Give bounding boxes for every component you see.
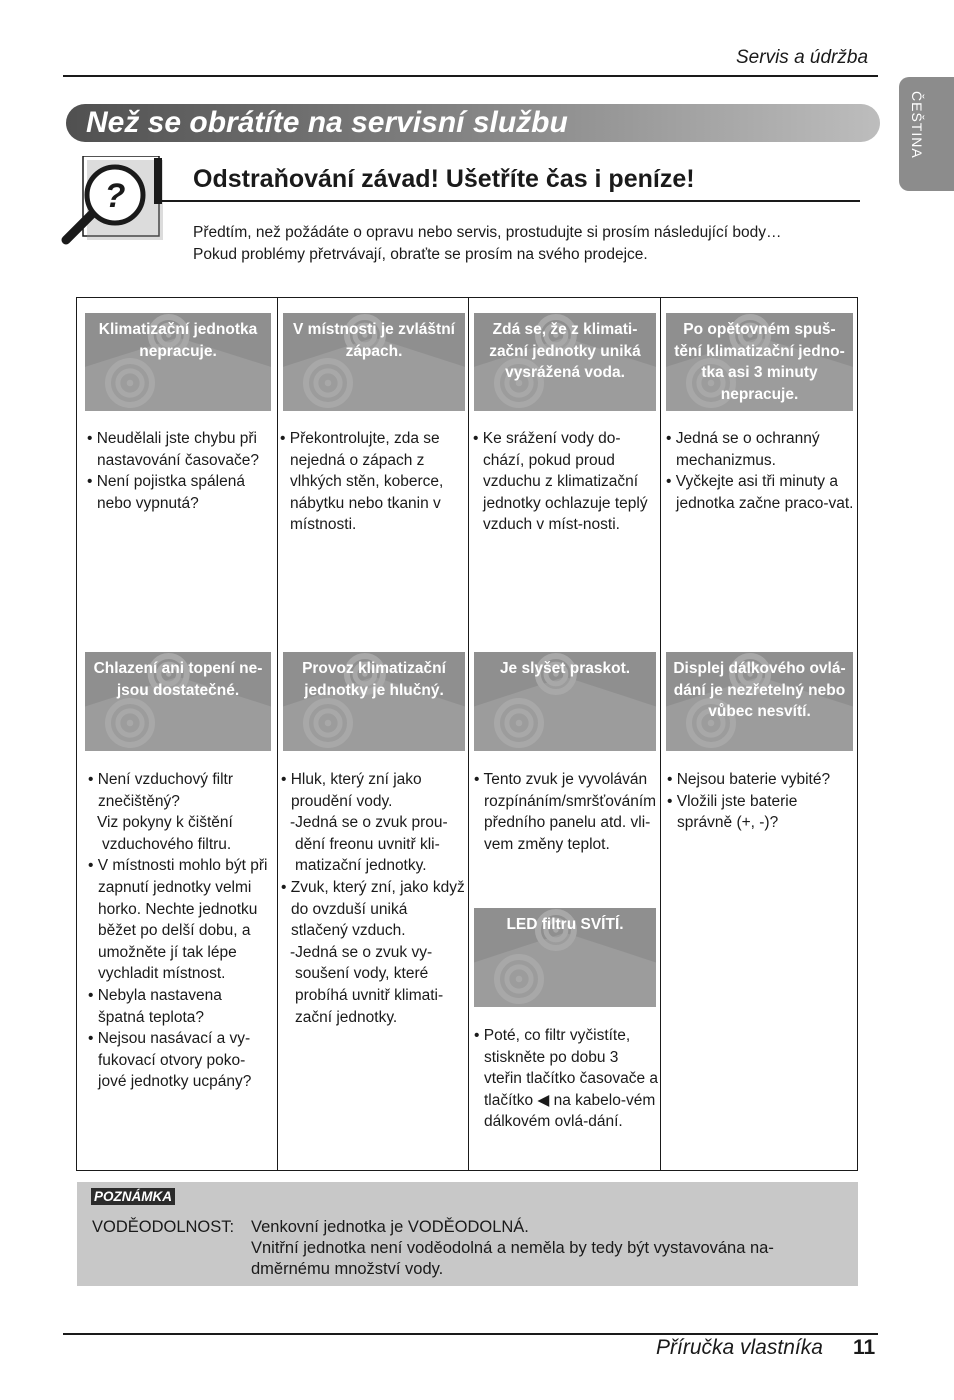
answer-item: • Hluk, který zní jako proudění vody. (281, 771, 422, 810)
note-line-2: Vnitřní jednotka není voděodolná a neměla by tedy být vystavována na- (251, 1239, 774, 1257)
problem-box (666, 652, 853, 751)
problem-answer (474, 1025, 660, 1133)
answer-item: • Vyčkejte asi tři minuty a jednotka začne praco-vat. (666, 473, 854, 512)
answer-item: • Poté, co filtr vyčistíte, stiskněte po dobu 3 vteřin tlačítko časovače a tlačítko ◀ na kabelo-vém dálkovém ovlá-dání. (474, 1027, 659, 1131)
answer-item: • Vložili jste baterie správně (+, -)? (667, 792, 798, 832)
intro-text (193, 222, 781, 266)
problem-title (474, 914, 656, 936)
problem-box (474, 908, 656, 1007)
problem-title-line: jsou dostatečné. (116, 681, 240, 699)
bottom-rule (63, 1333, 878, 1335)
answer-item: • Překontrolujte, zda se nejedná o zápach z vlhkých stěn, koberce, nábytku nebo tkanin v místnosti. (280, 430, 444, 534)
problem-box (474, 313, 656, 411)
problem-box (283, 652, 465, 751)
answer-item: • V místnosti mohlo být při zapnutí jednotky velmi horko. Nechte jednotku běžet po delší dobu, a umožněte jí tak lépe vychladit místnost. (88, 857, 268, 983)
answer-item: -Jedná se o zvuk prou-dění freonu uvnitř kli-matizační jednotky. (290, 814, 448, 875)
problem-title (85, 658, 271, 701)
answer-item: • Tento zvuk je vyvoláván rozpínáním/smršťováním předního panelu atd. vli-vem změny teplot. (474, 771, 657, 853)
note-key: VODĚODOLNOST: (92, 1218, 235, 1236)
subtitle: Odstraňování závad! Ušetříte čas i peníze! (193, 165, 695, 193)
problem-title-line: jednotky je hlučný. (304, 681, 444, 699)
problem-title-line: Zdá se, že z klimati- (492, 321, 638, 338)
problem-answer (667, 769, 854, 834)
note-line-1: Venkovní jednotka je VODĚODOLNÁ. (251, 1218, 529, 1236)
page-title: Než se obrátíte na servisní službu (86, 106, 568, 139)
problem-title-line: nepracuje. (139, 342, 217, 360)
problem-title-line: zápach. (345, 342, 403, 360)
problem-box (85, 313, 271, 411)
column-divider (660, 297, 661, 1171)
problem-title (666, 319, 853, 405)
page-number: 11 (853, 1336, 876, 1359)
problem-title-line: Displej dálkového ovlá- (673, 660, 846, 677)
problem-title (283, 658, 465, 701)
problem-answer (88, 769, 272, 1093)
magnifier-question-icon (60, 156, 164, 246)
language-tab-label: ČEŠTINA (909, 91, 925, 159)
problem-answer (281, 769, 465, 1028)
problem-answer (87, 428, 272, 514)
answer-item: • Nebyla nastavena špatná teplota? (88, 986, 222, 1026)
problem-title (666, 658, 853, 723)
footer-title: Příručka vlastníka (656, 1336, 823, 1359)
problem-box (474, 652, 656, 751)
problem-title-line: Po opětovném spuš- (683, 321, 836, 338)
problem-title-line: nepracuje. (720, 385, 799, 403)
section-header: Servis a údržba (736, 47, 869, 68)
answer-item: • Ke srážení vody do-chází, pokud proud vzduchu z klimatizační jednotky ochlazuje teplý vzduch v míst-nosti. (473, 430, 648, 534)
problem-title-line: tka asi 3 minuty (701, 364, 818, 381)
problem-title-line: Provoz klimatizační (302, 660, 446, 677)
problem-title-line: Je slyšet praskot. (499, 660, 631, 677)
problem-title-line: vysrážená voda. (505, 364, 625, 381)
answer-item: • Nejsou baterie vybité? (667, 771, 831, 788)
problem-title-line: vůbec nesvítí. (708, 703, 811, 720)
answer-item: -Jedná se o zvuk vy-soušení vody, které probíhá uvnitř klimati-zační jednotky. (290, 943, 444, 1026)
problem-title-line: Klimatizační jednotka (98, 321, 258, 338)
column-divider (277, 297, 278, 1171)
problem-title (283, 319, 465, 362)
problem-title-line: dání je nezřetelný nebo (673, 681, 846, 699)
answer-item: • Není vzduchový filtr znečištěný? (88, 771, 233, 810)
note-label: POZNÁMKA (91, 1188, 175, 1205)
problem-title-line: V místnosti je zvláštní (293, 321, 455, 338)
top-rule (63, 75, 878, 77)
answer-item: • Nejsou nasávací a vy-fukovací otvory poko-jové jednotky ucpány? (88, 1030, 252, 1091)
problem-box (283, 313, 465, 411)
problem-answer (473, 428, 656, 536)
problem-title (474, 658, 656, 680)
problem-title-line: LED filtru SVÍTÍ. (506, 916, 624, 933)
column-divider (468, 297, 469, 1171)
problem-title-line: tění klimatizační jedno- (674, 342, 845, 360)
answer-item: • Zvuk, který zní, jako když do ovzduší uniká stlačený vzduch. (281, 878, 465, 940)
note-line-3: dměrnému množství vody. (251, 1260, 444, 1278)
problem-answer (666, 428, 854, 514)
answer-item: • Neudělali jste chybu při nastavování časovače? (87, 430, 259, 469)
problem-box (85, 652, 271, 751)
answer-item: • Jedná se o ochranný mechanizmus. (666, 430, 820, 469)
problem-box (666, 313, 853, 411)
problem-title-line: zační jednotky uniká (489, 342, 641, 360)
problem-title (85, 319, 271, 362)
problem-title-line: Chlazení ani topení ne- (93, 660, 263, 677)
intro-line-1: Předtím, než požádáte o opravu nebo servis, prostudujte si prosím následující body… (193, 224, 782, 241)
problem-title (474, 319, 656, 384)
subtitle-rule (158, 200, 860, 202)
answer-item: Viz pokyny k čištění vzduchového filtru. (97, 814, 233, 853)
answer-item: • Není pojistka spálená nebo vypnutá? (87, 473, 245, 512)
problem-answer (474, 769, 660, 855)
language-tab (899, 77, 954, 191)
problem-answer (280, 428, 465, 536)
svg-text:?: ? (104, 177, 126, 215)
intro-line-2: Pokud problémy přetrvávají, obraťte se prosím na svého prodejce. (193, 246, 648, 263)
